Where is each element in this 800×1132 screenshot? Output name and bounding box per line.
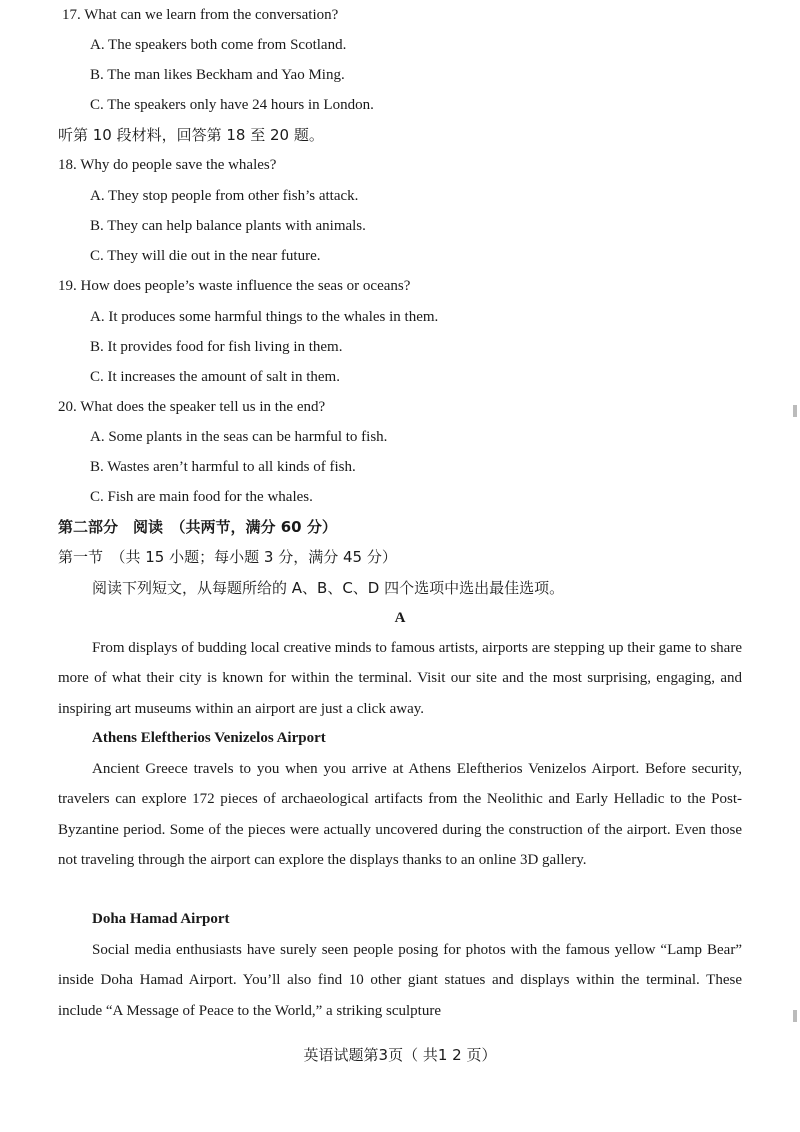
question-18-option-b: B. They can help balance plants with animals. — [90, 218, 366, 234]
listening-instruction-10: 听第 10 段材料，回答第 18 至 20 题。 — [58, 126, 324, 144]
question-17-stem: 17. What can we learn from the conversation? — [62, 7, 339, 23]
part2-title: 第二部分 阅读 （共两节，满分 60 分） — [58, 518, 337, 536]
athens-paragraph: Ancient Greece travels to you when you arrive at Athens Eleftherios Venizelos Airport. Before security, travelers can explore 172 pieces of archaeological artifacts from the Neolithic and Early Helladic to the Post-Byzantine period. Some of the pieces were actually uncovered during the construction of the airport. Even those not traveling through the airport can explore the displays thanks to an online 3D gallery. — [58, 761, 742, 868]
question-18-stem: 18. Why do people save the whales? — [58, 157, 277, 173]
question-17-option-c: C. The speakers only have 24 hours in London. — [90, 97, 374, 113]
passage-label: A — [394, 610, 406, 626]
question-19-option-a: A. It produces some harmful things to the whales in them. — [90, 309, 439, 325]
question-20-stem: 20. What does the speaker tell us in the end? — [58, 399, 326, 415]
question-20-option-b: B. Wastes aren’t harmful to all kinds of fish. — [90, 459, 356, 475]
section1-title: 第一节 （共 15 小题；每小题 3 分，满分 45 分） — [58, 548, 397, 566]
question-19-option-b: B. It provides food for fish living in them. — [90, 339, 343, 355]
athens-heading: Athens Eleftherios Venizelos Airport — [92, 730, 326, 746]
scan-edge-mark — [793, 405, 797, 417]
doha-heading: Doha Hamad Airport — [92, 911, 230, 927]
question-18-option-a: A. They stop people from other fish’s attack. — [90, 188, 359, 204]
scan-edge-mark — [793, 1010, 797, 1022]
question-17-option-b: B. The man likes Beckham and Yao Ming. — [90, 67, 345, 83]
question-19-stem: 19. How does people’s waste influence the seas or oceans? — [58, 278, 411, 294]
question-20-option-c: C. Fish are main food for the whales. — [90, 489, 313, 505]
question-20-option-a: A. Some plants in the seas can be harmful to fish. — [90, 429, 388, 445]
intro-paragraph: From displays of budding local creative minds to famous artists, airports are stepping up their game to share more of what their city is known for within the terminal. Visit our site and the most surprising, engaging, and inspiring art museums within an airport are just a click away. — [58, 640, 742, 717]
section1-instruction: 阅读下列短文，从每题所给的 A、B、C、D 四个选项中选出最佳选项。 — [92, 579, 565, 597]
question-17-option-a: A. The speakers both come from Scotland. — [90, 37, 347, 53]
page-footer: 英语试题第3页（ 共1 2 页） — [303, 1046, 497, 1064]
doha-paragraph: Social media enthusiasts have surely seen people posing for photos with the famous yellow “Lamp Bear” inside Doha Hamad Airport. You’ll also find 10 other giant statues and displays within the terminal. These include “A Message of Peace to the World,” a striking sculpture — [58, 942, 742, 1019]
question-19-option-c: C. It increases the amount of salt in them. — [90, 369, 340, 385]
question-18-option-c: C. They will die out in the near future. — [90, 248, 321, 264]
